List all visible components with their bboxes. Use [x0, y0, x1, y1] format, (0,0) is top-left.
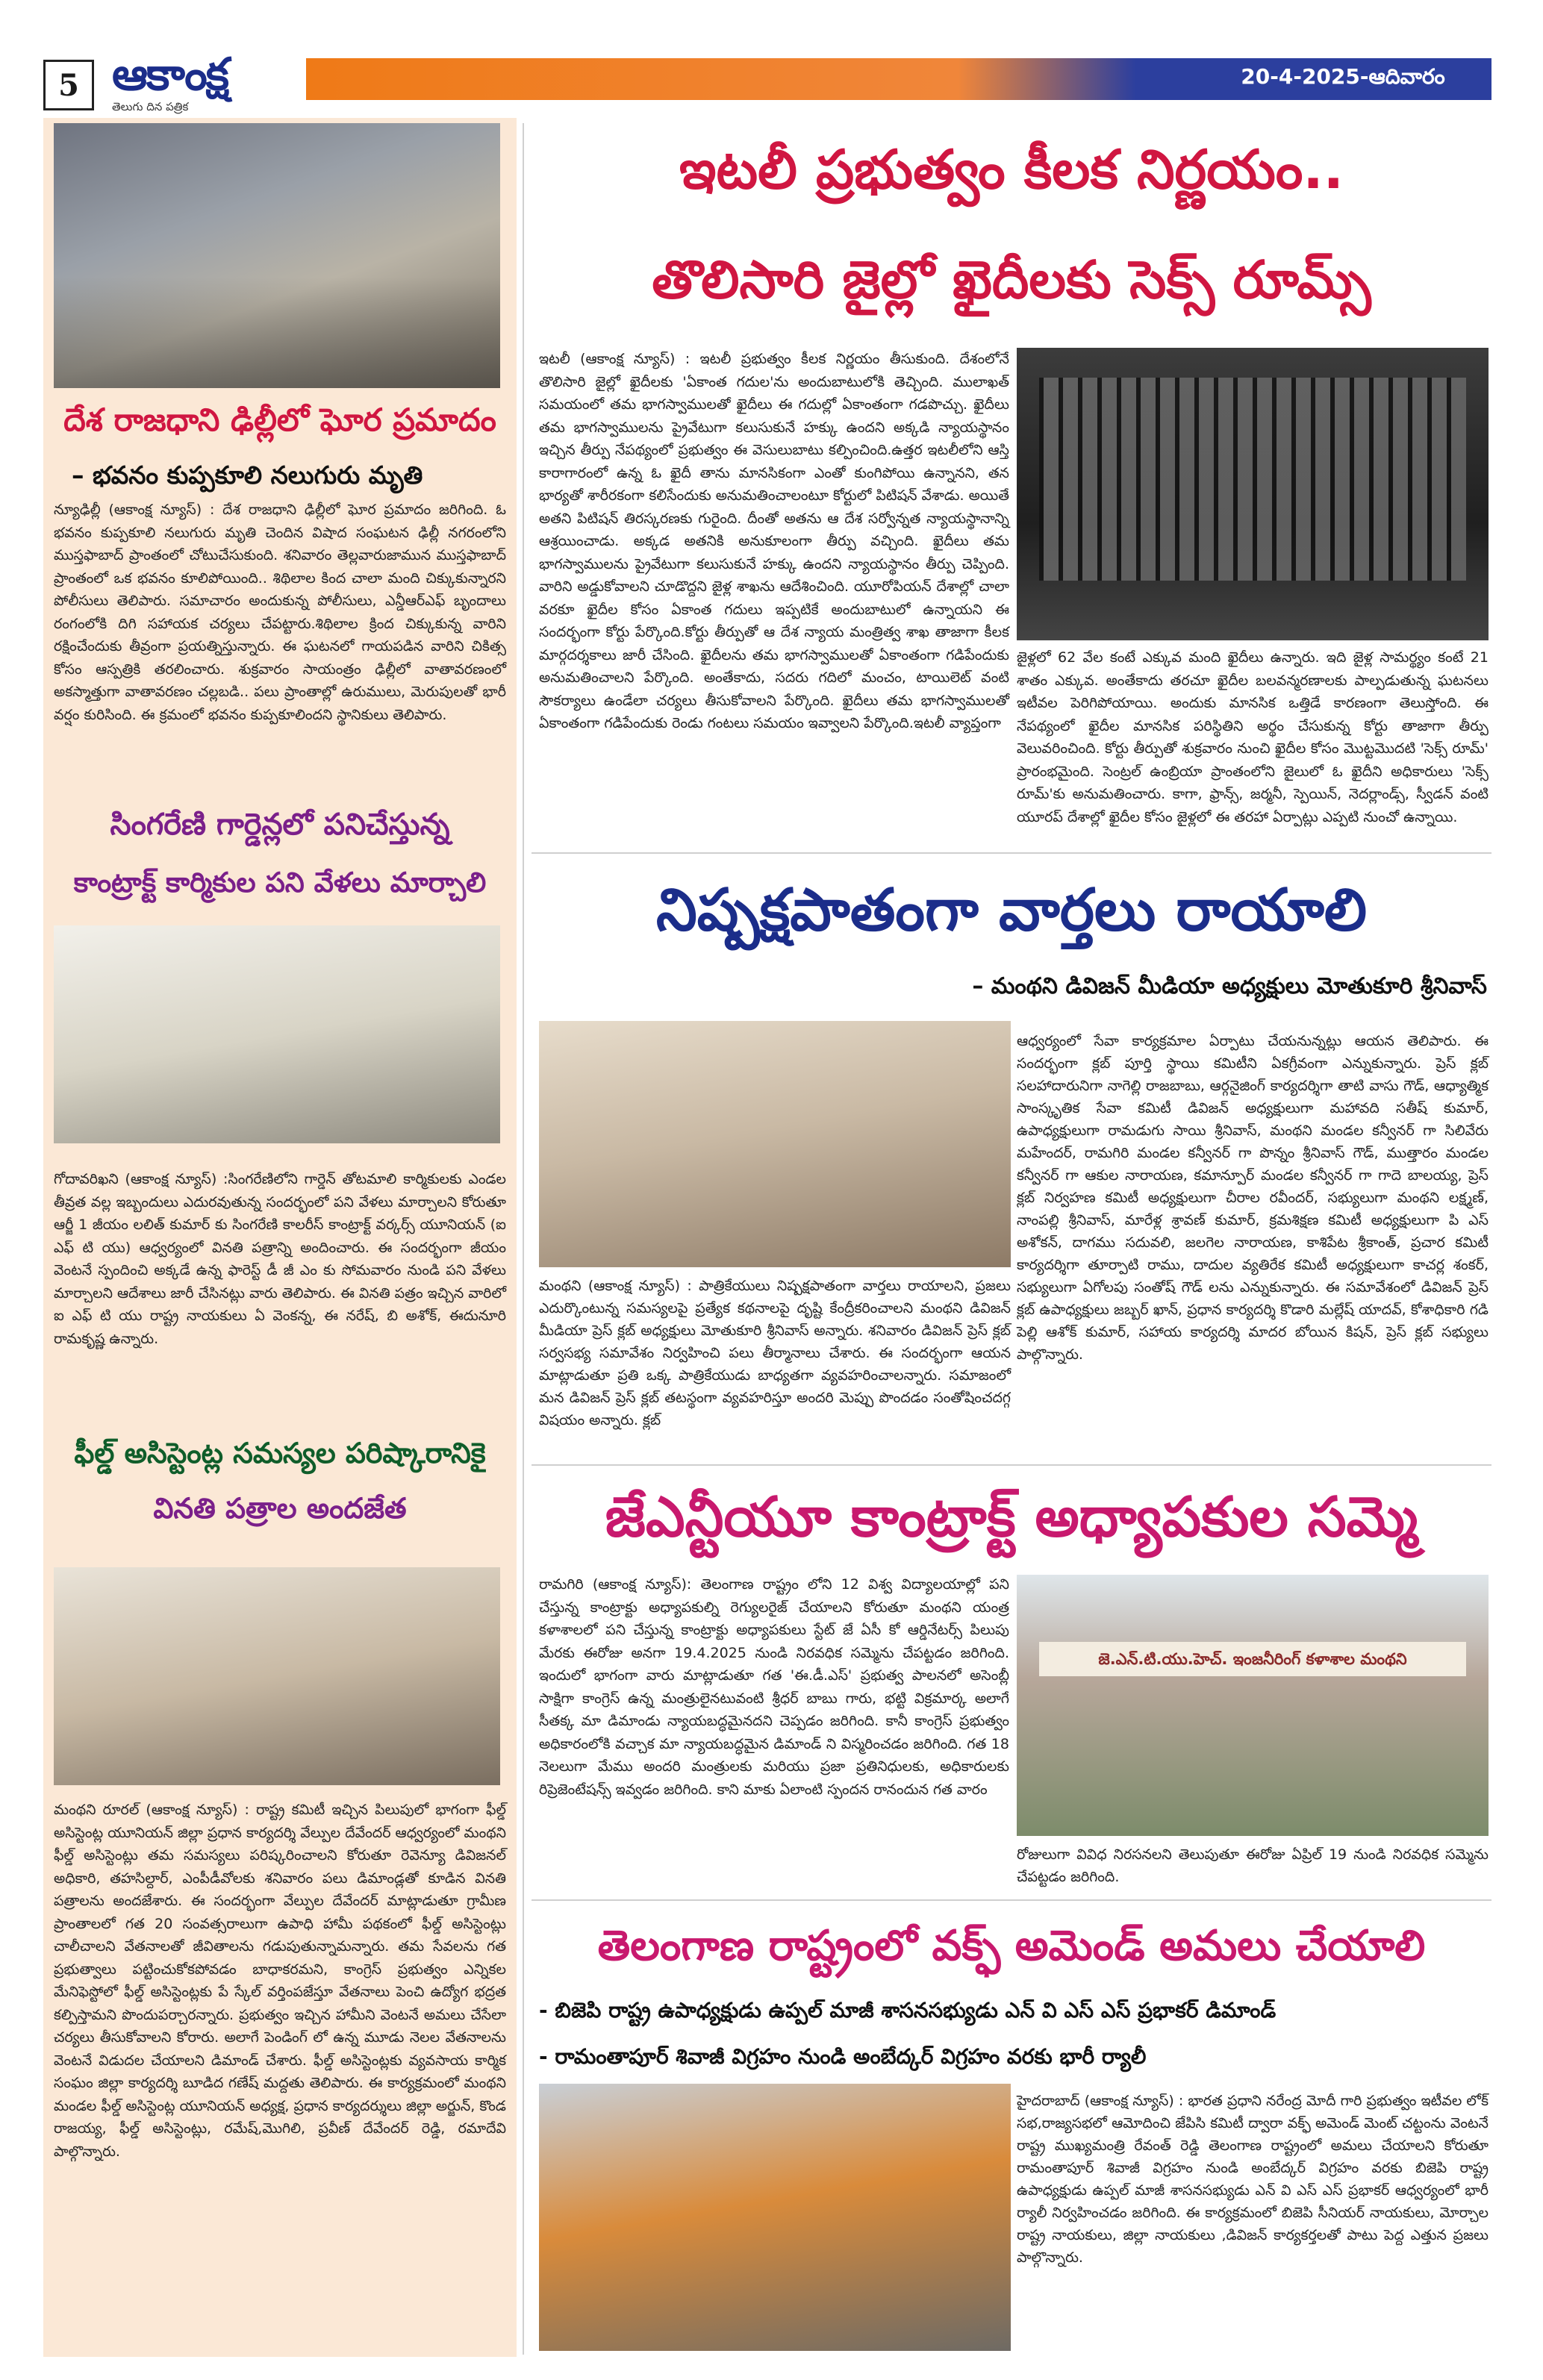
- media-meeting-photo: [539, 1021, 1011, 1267]
- section-divider: [532, 852, 1491, 854]
- italy-headline-2: తొలిసారి జైల్లో ఖైదీలకు సెక్స్ రూమ్స్: [652, 249, 1371, 310]
- field-assistants-photo: [54, 1567, 500, 1785]
- singareni-headline-1: సింగరేణి గార్డెన్లలో పనిచేస్తున్న: [110, 808, 450, 842]
- waqf-bullet-1: - బిజెపి రాష్ట్ర ఉపాధ్యక్షుడు ఉప్పల్ మాజీ శాసనసభ్యుడు ఎన్ వి ఎస్ ఎస్ ప్రభాకర్ డిమాండ్: [539, 1998, 1277, 2023]
- italy-body-right: జైళ్లలో 62 వేల కంటే ఎక్కువ మంది ఖైదీలు ఉన్నారు. ఇది జైళ్ల సామర్థ్యం కంటే 21 శాతం ఎక్కువ. అంతేకాదు తరచూ ఖైదీల బలవన్మరణాలకు పాల్పడుతున్న ఘటనలు ఇటీవల పెరిగిపోయాయి. అందుకు మానసిక ఒత్తిడే కారణంగా తెలుస్తోంది. ఈ నేపథ్యంలో ఖైదీల మానసిక పరిస్థితిని అర్థం చేసుకున్న కోర్టు తాజాగా తీర్పు వెలువరించింది. కోర్టు తీర్పుతో శుక్రవారం నుంచి ఖైదీల కోసం మొట్టమొదటి 'సెక్స్ రూమ్' ప్రారంభమైంది. సెంట్రల్ ఉంబ్రియా ప్రాంతంలోని జైలులో ఓ ఖైదీని అధికారులు 'సెక్స్ రూమ్'కు అనుమతించారు. కాగా, ఫ్రాన్స్, జర్మనీ, స్పెయిన్, నెదర్లాండ్స్, స్వీడన్ వంటి యూరప్ దేశాల్లో ఖైదీల కోసం జైళ్లలో ఈ తరహా ఏర్పాట్లు ఎప్పటి నుంచో ఉన్నాయి.: [1017, 649, 1489, 825]
- delhi-collapse-photo: [54, 123, 500, 388]
- jntu-strike-photo: [1017, 1575, 1489, 1836]
- page-number: 5: [43, 60, 94, 110]
- paper-name: ఆకాంక్ష: [112, 49, 228, 101]
- media-headline: నిష్పక్షపాతంగా వార్తలు రాయాలి: [655, 877, 1367, 944]
- italy-jail-photo: [1017, 348, 1489, 640]
- media-body-left: మంథని (ఆకాంక్ష న్యూస్) : పాత్రికేయులు నిష్పక్షపాతంగా వార్తలు రాయాలని, ప్రజలు ఎదుర్కొంటున్న సమస్యలపై ప్రత్యేక కథనాలపై దృష్టి కేంద్రీకరించాలని మంథని డివిజన్ మీడియా ప్రెస్ క్లబ్ అధ్యక్షులు మోతుకూరి శ్రీనివాస్ అన్నారు. శనివారం డివిజన్ ప్రెస్ క్లబ్ సర్వసభ్య సమావేశం నిర్వహించి పలు తీర్మానాలు చేశారు. ఈ సందర్భంగా ఆయన మాట్లాడుతూ ప్రతి ఒక్క పాత్రికేయుడు బాధ్యతగా వ్యవహరించాలన్నారు. సమాజంలో మన డివిజన్ ప్రెస్ క్లబ్ తటస్థంగా వ్యవహరిస్తూ అందరి మెప్పు పొందడం సంతోషించదగ్గ విషయం అన్నారు. క్లబ్: [539, 1278, 1011, 1428]
- field-headline-2: వినతి పత్రాల అందజేత: [153, 1492, 407, 1525]
- waqf-rally-photo: [539, 2084, 1011, 2351]
- column-separator: [523, 123, 524, 2355]
- field-headline-1: ఫీల్డ్ అసిస్టెంట్ల సమస్యల పరిష్కారానికై: [74, 1437, 486, 1469]
- issue-date: 20-4-2025-ఆదివారం: [1241, 64, 1445, 89]
- paper-tagline: తెలుగు దిన పత్రిక: [112, 100, 189, 113]
- media-subhead: – మంథని డివిజన్ మీడియా అధ్యక్షులు మోతుకూరి శ్రీనివాస్: [972, 973, 1487, 999]
- waqf-headline: తెలంగాణ రాష్ట్రంలో వక్ఫ్ అమెండ్ అమలు చేయాలి: [597, 1922, 1426, 1970]
- section-divider: [532, 1464, 1491, 1466]
- section-divider: [532, 1899, 1491, 1901]
- delhi-subhead: – భవనం కుప్పకూలి నలుగురు మృతి: [72, 460, 423, 490]
- waqf-bullet-2: - రామంతాపూర్ శివాజీ విగ్రహం నుండి అంబేద్కర్ విగ్రహం వరకు భారీ ర్యాలీ: [539, 2044, 1147, 2069]
- italy-body-left: ఇటలీ (ఆకాంక్ష న్యూస్) : ఇటలీ ప్రభుత్వం కీలక నిర్ణయం తీసుకుంది. దేశంలోనే తొలిసారి జైల్లో ఖైదీలకు 'ఏకాంత గదుల'ను అందుబాటులోకి తెచ్చింది. ములాఖత్ సమయంలో తమ భాగస్వాములతో ఖైదీలు ఈ గదుల్లో ఏకాంతంగా గడపొచ్చు. ఖైదీలు తమ భాగస్వాములను ప్రైవేటుగా కలుసుకునే హక్కు ఉందని అక్కడి న్యాయస్థానం ఇచ్చిన తీర్పు నేపథ్యంలో ప్రభుత్వం ఈ వెసులుబాటు కల్పించింది.ఉత్తర ఇటలీలోని ఆస్తి కారాగారంలో ఉన్న ఓ ఖైదీ తాను మానసికంగా ఎంతో కుంగిపోయి ఉన్నానని, తన భార్యతో శారీరకంగా కలిసేందుకు అనుమతించాలంటూ కోర్టులో పిటిషన్ వేశాడు. అయితే అతని పిటిషన్ తిరస్కరణకు గురైంది. దీంతో అతను ఆ దేశ సర్వోన్నత న్యాయస్థానాన్ని ఆశ్రయించాడు. అక్కడ అతనికి అనుకూలంగా తీర్పు వచ్చింది. ఖైదీలు తమ భాగస్వాములను ప్రైవేటుగా కలుసుకునే హక్కు ఉందని న్యాయస్థానం తీర్పు చెప్పింది. వారిని అడ్డుకోవాలని చూడొద్దని జైళ్ల శాఖను ఆదేశించింది. యూరోపియన్ దేశాల్లో చాలా వరకూ ఖైదీల కోసం ఏకాంత గదులు ఇప్పటికే అందుబాటులో ఉన్నాయని ఈ సందర్భంగా కోర్టు పేర్కొంది.కోర్టు తీర్పుతో ఆ దేశ న్యాయ మంత్రిత్వ శాఖ తాజాగా కీలక మార్గదర్శకాలు జారీ చేసింది. ఖైదీలను తమ భాగస్వాములతో ఏకాంతంగా గడిపేందుకు అనుమతించాలని పేర్కొంది. అంతేకాదు, సదరు గదిలో మంచం, టాయిలెట్ వంటి సౌకర్యాలు ఉండేలా చర్యలు తీసుకోవాలని పేర్కొంది. ఖైదీలు తమ భాగస్వాములతో ఏకాంతంగా గడిపేందుకు రెండు గంటలు సమయం ఇవ్వాలని పేర్కొంది.ఇటలీ వ్యాప్తంగా: [539, 351, 1009, 731]
- paper-logo: [112, 51, 299, 122]
- media-body-right: ఆధ్వర్యంలో సేవా కార్యక్రమాల ఏర్పాటు చేయనున్నట్లు ఆయన తెలిపారు. ఈ సందర్భంగా క్లబ్ పూర్తి స్థాయి కమిటీని ఏకగ్రీవంగా ఎన్నుకున్నారు. ప్రెస్ క్లబ్ సలహాదారునిగా నాగెల్లి రాజబాబు, ఆర్గనైజింగ్ కార్యదర్శిగా తాటి వాసు గౌడ్, ఆధ్యాత్మిక సాంస్కృతిక సేవా కమిటీ డివిజన్ అధ్యక్షులుగా మహావది సతీష్ కుమార్, ఉపాధ్యక్షులుగా రామడుగు సాయి శ్రీనివాస్, మంథని మండల కన్వీనర్ గా సిలివేరు మహేందర్, రామగిరి మండల కన్వీనర్ గా పొన్నం శ్రీనివాస్ గౌడ్, ముత్తారం మండల కన్వీనర్ గా ఆకుల నారాయణ, కమాన్పూర్ మండల కన్వీనర్ గా గాదె బాలయ్య, ప్రెస్ క్లబ్ నిర్వహణ కమిటీ అధ్యక్షులుగా చీరాల రవీందర్, సభ్యులుగా మంథని లక్ష్మణ్, నాంపల్లి శ్రీనివాస్, మారేళ్ల శ్రావణ్ కుమార్, క్రమశిక్షణ కమిటీ అధ్యక్షులుగా పి ఎస్ అశోకన్, దాగము సదువలి, జలగెల నారాయణ, కాశిపేట శ్రీకాంత్, ప్రచార కమిటీ కార్యదర్శిగా తూర్పాటి రాము, దాదుల వ్యతిరేక కమిటీ అధ్యక్షులుగా కాచర్ల శంకర్, సభ్యులుగా ఏగోలపు సంతోష్ గౌడ్ లను ఎన్నుకున్నారు. ఈ సమావేశంలో డివిజన్ ప్రెస్ క్లబ్ ఉపాధ్యక్షులు జబ్బర్ ఖాన్, ప్రధాన కార్యదర్శి కొడారి మల్లేష్ యాదవ్, కోశాధికారి గడి పెల్లి ఆశోక్ కుమార్, సహాయ కార్యదర్శి మాదర బోయిన కిషన్, ప్రెస్ క్లబ్ సభ్యులు పాల్గొన్నారు.: [1017, 1033, 1489, 1363]
- singareni-headline-2: కాంట్రాక్ట్ కార్మికుల పని వేళలు మార్చాలి: [73, 866, 487, 899]
- jntu-headline: జేఎన్టీయూ కాంట్రాక్ట్ అధ్యాపకుల సమ్మె: [605, 1485, 1418, 1549]
- singareni-memorandum-photo: [54, 925, 500, 1143]
- jntu-college-banner: జె.ఎన్.టి.యు.హెచ్. ఇంజనీరింగ్ కళాశాల మంథని: [1039, 1642, 1466, 1676]
- waqf-body: హైదరాబాద్ (ఆకాంక్ష న్యూస్) : భారత ప్రధాని నరేంద్ర మోదీ గారి ప్రభుత్వం ఇటీవల లోక్ సభ,రాజ్యసభలో ఆమోదించి జేపిసి కమిటీ ద్వారా వక్ఫ్ అమెండ్ మెంట్ చట్టంను వెంటనే రాష్ట్ర ముఖ్యమంత్రి రేవంత్ రెడ్డి తెలంగాణ రాష్ట్రంలో అమలు చేయాలని కోరుతూ రామంతాపూర్ శివాజీ విగ్రహం నుండి అంబేద్కర్ విగ్రహం వరకు బిజెపి రాష్ట్ర ఉపాధ్యక్షుడు ఉప్పల్ మాజీ శాసనసభ్యుడు ఎన్ వి ఎస్ ఎస్ ప్రభాకర్ ఆధ్వర్యంలో భారీ ర్యాలీ నిర్వహించడం జరిగింది. ఈ కార్యక్రమంలో బిజెపి సీనియర్ నాయకులు, మోర్చాల రాష్ట్ర నాయకులు, జిల్లా నాయకులు ,డివిజన్ కార్యకర్తలతో పాటు పెద్ద ఎత్తున ప్రజలు పాల్గొన్నారు.: [1017, 2093, 1489, 2266]
- jntu-body: రామగిరి (ఆకాంక్ష న్యూస్): తెలంగాణ రాష్ట్రం లోని 12 విశ్వ విద్యాలయాల్లో పని చేస్తున్న కాంట్రాక్టు అధ్యాపకుల్ని రెగ్యులరైజ్ చేయాలని కోరుతూ మంథని యంత్ర కళాశాలలో పని చేస్తున్న కాంట్రాక్టు అధ్యాపకులు స్టేట్ జే ఏసీ కో ఆర్డినేటర్స్ పిలుపు మేరకు ఈరోజు అనగా 19.4.2025 నుండి నిరవధిక సమ్మెను చేపట్టడం జరిగింది. ఇందులో భాగంగా వారు మాట్లాడుతూ గత 'ఈ.డీ.ఎస్' ప్రభుత్వ పాలనలో అసెంబ్లీ సాక్షిగా కాంగ్రెస్ ఉన్న మంత్రులైనటువంటి శ్రీధర్ బాబు గారు, భట్టి విక్రమార్క అలాగే సీతక్క మా డిమాండు న్యాయబద్ధమైనదని చెప్పడం జరిగింది. కానీ కాంగ్రెస్ ప్రభుత్వం అధికారంలోకి వచ్చాక మా న్యాయబద్ధమైన డిమాండ్ ని విస్మరించడం జరిగింది. గత 18 నెలలుగా మేము అందరి మంత్రులకు మరియు ప్రజా ప్రతినిధులకు, అధికారులకు రిప్రెజెంటేషన్స్ ఇవ్వడం జరిగింది. కాని మాకు ఏలాంటి స్పందన రానందున గత వారం: [539, 1576, 1009, 1798]
- field-body: మంథని రూరల్ (ఆకాంక్ష న్యూస్) : రాష్ట్ర కమిటీ ఇచ్చిన పిలుపులో భాగంగా ఫీల్డ్ అసిస్టెంట్ల యూనియన్ జిల్లా ప్రధాన కార్యదర్శి వేల్పుల దేవేందర్ ఆధ్వర్యంలో మంథని ఫీల్డ్ అసిస్టెంట్లు తమ సమస్యలు పరిష్కరించాలని కోరుతూ రెవెన్యూ డివిజనల్ అధికారి, తహసిల్దార్, ఎంపీడీవోలకు శనివారం పలు డిమాండ్లతో కూడిన వినతి పత్రాలను అందజేశారు. ఈ సందర్భంగా వేల్పుల దేవేందర్ మాట్లాడుతూ గ్రామీణ ప్రాంతాలలో గత 20 సంవత్సరాలుగా ఉపాధి హామీ పథకంలో ఫీల్డ్ అసిస్టెంట్లు చాలీచాలని వేతనాలతో జీవితాలను గడుపుతున్నామన్నారు. తమ సేవలను గత ప్రభుత్వాలు పట్టించుకోకపోవడం బాధాకరమని, కాంగ్రెస్ ప్రభుత్వం ఎన్నికల మేనిఫెస్టోలో ఫీల్డ్ అసిస్టెంట్లకు పే స్కేల్ వర్తింపజేస్తూ వేతనాలు పెంచి ఉద్యోగ భద్రత కల్పిస్తామని పొందుపర్చారన్నారు. ప్రభుత్వం ఇచ్చిన హామీని వెంటనే అమలు చేసేలా చర్యలు తీసుకోవాలని కోరారు. అలాగే పెండింగ్ లో ఉన్న మూడు నెలల వేతనాలను వెంటనే విడుదల చేయాలని డిమాండ్ చేశారు. ఫీల్డ్ అసిస్టెంట్లకు వ్యవసాయ కార్మిక సంఘం జిల్లా కార్యదర్శి బూడిద గణేష్ మద్దతు తెలిపారు. ఈ కార్యక్రమంలో మంథని మండల ఫీల్డ్ అసిస్టెంట్ల యూనియన్ అధ్యక్ష, ప్రధాన కార్యదర్శులు జిల్లా అర్జున్, కొండ రాజయ్య, ఫీల్డ్ అసిస్టెంట్లు, రమేష్,మొగిలి, ప్రవీణ్ దేవేందర్ రెడ్డి, రమాదేవి పాల్గొన్నారు.: [54, 1802, 506, 2160]
- delhi-headline: దేశ రాజధాని ఢిల్లీలో ఘోర ప్రమాదం: [63, 402, 496, 438]
- delhi-body: న్యూఢిల్లీ (ఆకాంక్ష న్యూస్) : దేశ రాజధాని ఢిల్లీలో ఘోర ప్రమాదం జరిగింది. ఓ భవనం కుప్పకూలి నలుగురు మృతి చెందిన విషాద సంఘటన ఢిల్లీ నగరంలోని ముస్తఫాబాద్ ప్రాంతంలో చోటుచేసుకుంది. శనివారం తెల్లవారుజామున ముస్తఫాబాద్ ప్రాంతంలో ఒక భవనం కూలిపోయింది.. శిథిలాల కింద చాలా మంది చిక్కుకున్నారని పోలీసులు తెలిపారు. సమాచారం అందుకున్న పోలీసులు, ఎన్డీఆర్ఎఫ్ బృందాలు రంగంలోకి దిగి సహాయక చర్యలు చేపట్టారు.శిథిలాల క్రింద చిక్కుకున్న వారిని రక్షించేందుకు తీవ్రంగా ప్రయత్నిస్తున్నారు. ఈ ఘటనలో గాయపడిన వారిని చికిత్స కోసం ఆస్పత్రికి తరలించారు. శుక్రవారం సాయంత్రం ఢిల్లీలో వాతావరణంలో అకస్మాత్తుగా వాతావరణం చల్లబడి.. పలు ప్రాంతాల్లో ఉరుములు, మెరుపులతో భారీ వర్షం కురిసింది. ఈ క్రమంలో భవనం కుప్పకూలిందని స్థానికులు తెలిపారు.: [54, 502, 506, 723]
- jntu-body-tail: రోజులుగా వివిధ నిరసనలని తెలుపుతూ ఈరోజు ఏప్రిల్ 19 నుండి నిరవధిక సమ్మెను చేపట్టడం జరిగింది.: [1017, 1846, 1489, 1885]
- singareni-body: గోదావరిఖని (ఆకాంక్ష న్యూస్) :సింగరేణిలోని గార్డెన్ తోటమాలి కార్మికులకు ఎండల తీవ్రత వల్ల ఇబ్బందులు ఎదురవుతున్న సందర్భంలో పని వేళలు మార్చాలని కోరుతూ ఆర్జీ 1 జీయం లలిత్ కుమార్ కు సింగరేణి కాలరీస్ కాంట్రాక్ట్ వర్కర్స్ యూనియన్ (ఐ ఎఫ్ టి యు) ఆధ్వర్యంలో వినతి పత్రాన్ని అందించారు. ఈ సందర్భంగా జీయం వెంటనే స్పందించి అక్కడే ఉన్న ఫారెస్ట్ డీ జీ ఎం కు సోమవారం నుండి పని వేళలు మార్చాలని ఆదేశాలు జారీ చేసినట్లు వారు తెలిపారు. ఈ వినతి పత్రం ఇచ్చిన వారిలో ఐ ఎఫ్ టి యు రాష్ట్ర నాయకులు ఏ వెంకన్న, ఈ నరేష్, బి అశోక్, ఈదునూరి రామకృష్ణ ఉన్నారు.: [54, 1171, 506, 1347]
- italy-headline-1: ఇటలీ ప్రభుత్వం కీలక నిర్ణయం..: [679, 138, 1344, 201]
